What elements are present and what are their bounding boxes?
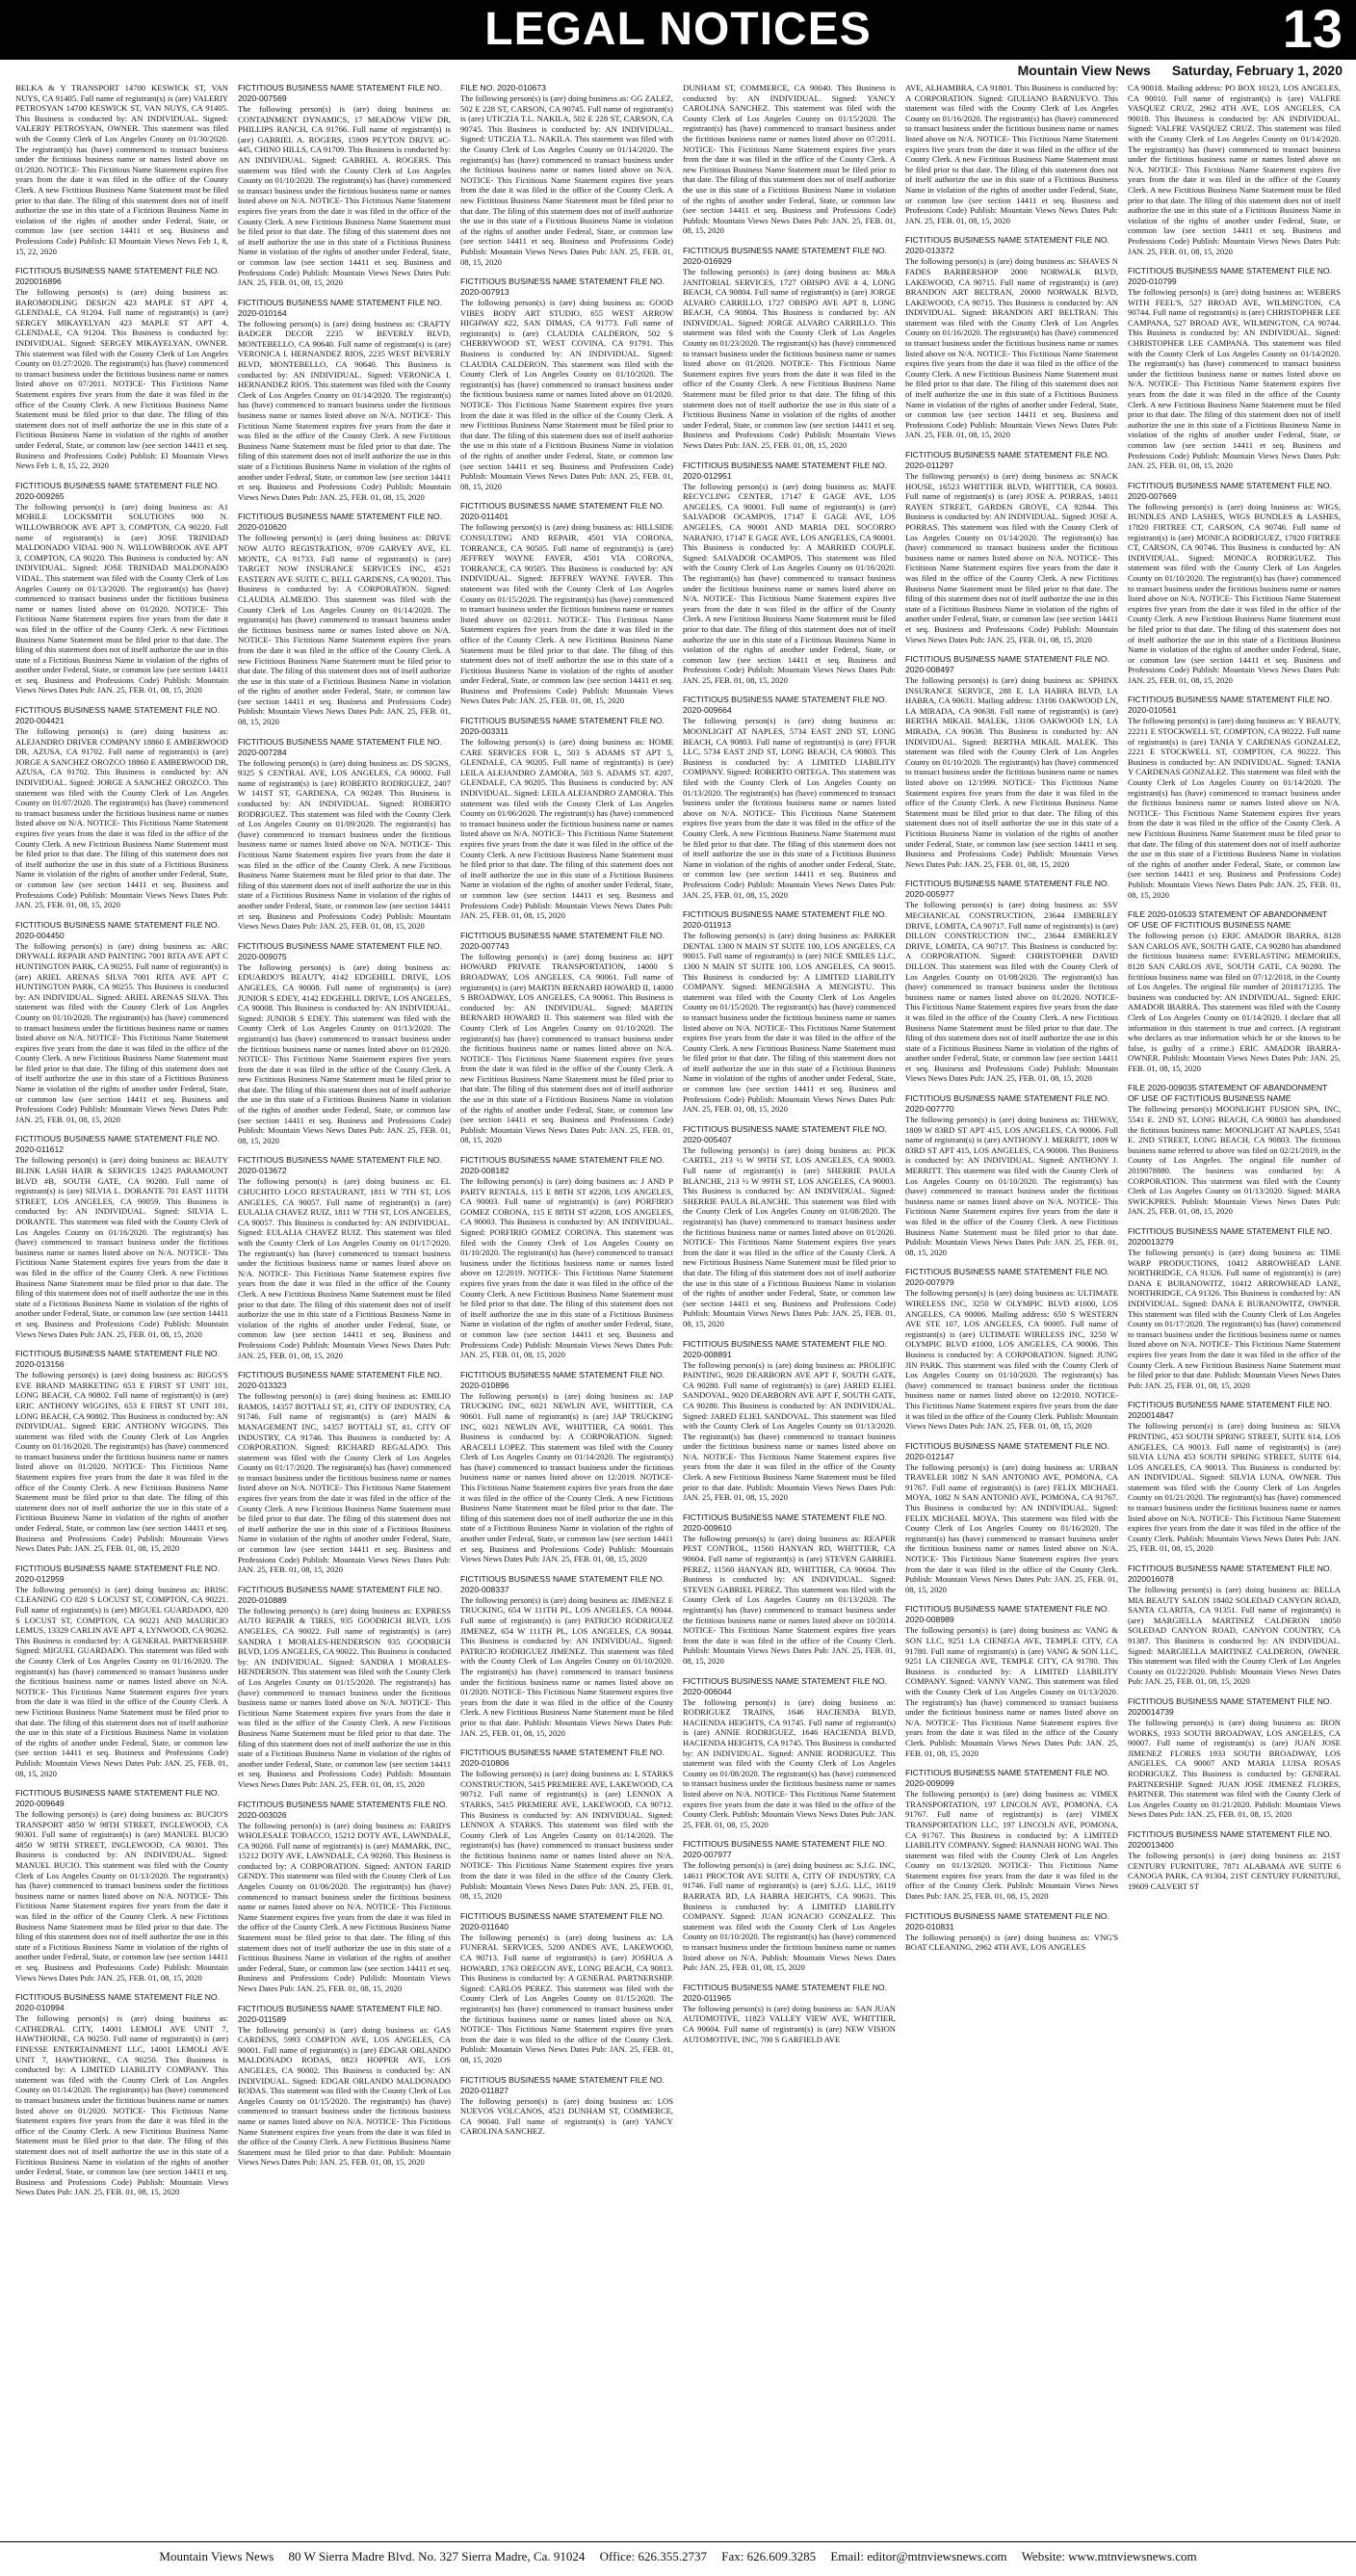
legal-notice: [238, 941, 451, 1146]
legal-notice: [905, 1093, 1118, 1257]
notice-heading: FICTITIOUS BUSINESS NAME STATEMENT FILE NO. 2020-008891: [683, 1338, 888, 1359]
column-5: [905, 83, 1118, 2532]
notice-body: The following person(s) is (are) doing business as: WIGS, BUNDLES AND LASHES, WIGS BUNDLES & LASHES, 17820 FIRTREE CT, CARSON, CA 90746. Full name of registrant(s) is (are) MONICA RODRIGUEZ, 17820 FIRTREE CT, CARSON, CA 90746. This Business is conducted by: AN INDIVIDUAL. Signed: MONICA RODRIGUEZ. This statement was filed with the County Clerk of Los Angeles County on 01/10/2020. The registrant(s) has (have) commenced to transact business under the fictitious business name or names listed above on N/A. NOTICE- This Fictitious Name Statement expires five years from the date it was filed in the office of the County Clerk. A new Fictitious Business Name Statement must be filed prior to that date. The filing of this statement does not of itself authorize the use in this state of a Fictitious Business Name in violation of the rights of another under Federal, State, or common law (see section 14411 et seq. Business and Professions Code) Publish: Mountain Views News Dates Pub: JAN. 25, FEB. 01, 08, 15, 2020: [1128, 501, 1341, 685]
legal-notice: [15, 266, 228, 471]
legal-notice: [238, 1800, 451, 1994]
legal-notice: [460, 1574, 673, 1738]
notice-heading: FICTITIOUS BUSINESS NAME STATEMENT FILE NO. 2020-009099: [905, 1768, 1110, 1789]
page-footer: [0, 2541, 1356, 2571]
legal-notice: [683, 1339, 896, 1503]
notice-body: The following person(s) is (are) doing business as: EXPRESS AUTO REPAIR & TIRES, 935 GOODRICH BLVD, LOS ANGELES, CA 90022. Full name of registrant(s) is (are) SANDRA I MORALES-HENDERSON 935 GOODRICH BLVD, LOS ANGELES, CA 90022. This Business is conducted by: AN INDIVIDUAL. Signed: SANDRA I MORALES-HENDERSON. This statement was filed with the County Clerk of Los Angeles County on 01/15/2020. The registrant(s) has (have) commenced to transact business under the fictitious business name or names listed above on N/A. NOTICE- This Fictitious Name Statement expires five years from the date it was filed in the office of the County Clerk. A new Fictitious Business Name Statement must be filed prior to that date. The filing of this statement does not of itself authorize the use in this state of a Fictitious Business Name in violation of the rights of another under Federal, State, or common law (see section 14411 et seq. Business and Professions Code) Publish: Mountain Views News Dates Pub: JAN. 25, FEB. 01, 08, 15, 2020: [238, 1605, 451, 1789]
legal-notice: [238, 512, 451, 726]
legal-notice: [15, 1564, 228, 1778]
notice-body: The following person(s) is (are) doing business as: REAPER PEST CONTROL, 11560 HANYAN RD, WHITTIER, CA 90604. Full name of registrant(s) is (are) STEVEN GABRIEL PEREZ, 11560 HANYAN RD, WHITTIER, CA 90604. This Business is conducted by: AN INDIVIDUAL. Signed: STEVEN GABRIEL PEREZ. This statement was filed with the County Clerk of Los Angeles County on 01/13/2020. The registrant(s) has (have) commenced to transact business under the fictitious business name or names listed above on 10/2014. NOTICE- This Fictitious Name Statement expires five years from the date it was filed in the office of the County Clerk. Publish: Mountain Views News Dates Pub: JAN. 25, FEB. 01, 08, 15, 2020: [683, 1533, 896, 1666]
notice-body: The following person(s) is (are) doing business as: MAFE RECYCLING CENTER, 17147 E GAGE AVE, LOS ANGELES, CA 90001. Full name of registrant(s) is (are) SALVADOR OCAMPOS, 17147 E GAGE AVE, LOS ANGELES, CA 90001 AND MARIA DEL SOCORRO NARANJO, 17147 E GAGE AVE, LOS ANGELES, CA 90001. This Business is conducted by: A MARRIED COUPLE. Signed: SALVADOR OCAMPOS. This statement was filed with the County Clerk of Los Angeles County on 01/16/2020. The registrant(s) has (have) commenced to transact business under the fictitious business name or names listed above on N/A. NOTICE- This Fictitious Name Statement expires five years from the date it was filed in the office of the County Clerk. A new Fictitious Business Name Statement must be filed prior to that date. The filing of this statement does not of itself authorize the use in this state of a Fictitious Business Name in violation of the rights of another under Federal, State, or common law (see section 14411 et seq. Business and Professions Code) Publish: Mountain Views News Dates Pub: JAN. 25, FEB. 01, 08, 15, 2020: [683, 481, 896, 685]
notice-body: The following person(s) is (are) doing business as: JIMENEZ E TRUCKING, 654 W 111TH PL, LOS ANGELES, CA 90044. Full name of registrant(s) is (are) PATRICIO RODRIGUEZ JIMENEZ, 654 W 111TH PL, LOS ANGELES, CA 90044. This Business is conducted by: AN INDIVIDUAL. Signed: PATRICIO RODRIGUEZ JIMENEZ. This statement was filed with the County Clerk of Los Angeles County on 01/10/2020. The registrant(s) has (have) commenced to transact business under the fictitious business name or names listed above on 01/2020. NOTICE- This Fictitious Name Statement expires five years from the date it was filed in the office of the County Clerk. A new Fictitious Business Name Statement must be filed prior to that date. Publish: Mountain Views News Dates Pub: JAN. 25, FEB. 01, 08, 15, 2020: [460, 1594, 673, 1738]
notice-body: The following person(s) is (are) doing business as: SHAVES N FADES BARBERSHOP 2000 NORWALK BLVD, LAKEWOOD, CA 90715. Full name of registrant(s) is (are) BRANDON ART BELTRAN, 20000 NORWALK BLVD, LAKEWOOD, CA 90715. This Business is conducted by: AN INDIVIDUAL. Signed: BRANDON ART BELTRAN. This statement was filed with the County Clerk of Los Angeles County on 01/16/2020. The registrant(s) has (have) commenced to transact business under the fictitious business name or names listed above on N/A. NOTICE- This Fictitious Name Statement expires five years from the date it was filed in the office of the County Clerk. A new Fictitious Business Name Statement must be filed prior to that date. The filing of this statement does not of itself authorize the use in this state of a Fictitious Business Name in violation of the rights of another under Federal, State, or common law (see section 14411 et seq. Business and Professions Code) Publish: Mountain Views News Dates Pub: JAN. 25, FEB. 01, 08, 15, 2020: [905, 256, 1118, 440]
masthead: [0, 0, 1356, 60]
notice-body: The following person(s) is (are) doing business as: LA FUNERAL SERVICES, 5200 ANDES AVE, LAKEWOOD, CA 90713. Full name of registrant(s) is (are) JOSHUA A HOWARD, 1763 OREGON AVE, LONG BEACH, CA 90813. This Business is conducted by: A GENERAL PARTNERSHIP. Signed: CARLOS PEREZ. This statement was filed with the County Clerk of Los Angeles County on 01/15/2020. The registrant(s) has (have) commenced to transact business under the fictitious business name or names listed above on N/A. NOTICE- This Fictitious Name Statement expires five years from the date it was filed in the office of the County Clerk. Publish: Mountain Views News Dates Pub: JAN. 25, FEB. 01, 08, 15, 2020: [460, 1932, 673, 2064]
legal-notice: [1128, 1083, 1341, 1217]
notice-body: The following person(s) is (are) doing business as: VNG'S BOAT CLEANING, 2962 4TH AVE, LOS ANGELES: [905, 1932, 1118, 1953]
legal-notice: [683, 1839, 896, 1973]
notice-body: The following person(s) is (are) doing business as: M&A JANITORIAL SERVICES, 1727 OBISPO AVE # 4, LONG BEACH, CA 90804. Full name of registrant(s) is (are) JORGE ALVARO CARRILLO, 1727 OBISPO AVE APT 8, LONG BEACH, CA 90804. This Business is conducted by: AN INDIVIDUAL. Signed: JORGE ALVARO CARRILLO. This statement was filed with the County Clerk of Los Angeles County on 01/23/2020. The registrant(s) has (have) commenced to transact business under the fictitious business name or names listed above on 01/2020. NOTICE- This Fictitious Name Statement expires five years from the date it was filed in the office of the County Clerk. A new Fictitious Business Name Statement must be filed prior to that date. The filing of this statement does not of itself authorize the use in this state of a Fictitious Business Name in violation of the rights of another under Federal, State, or common law (see section 14411 et seq. Business and Professions Code) Publish: Mountain Views News Dates Pub: JAN. 25, FEB. 01, 08, 15, 2020: [683, 266, 896, 450]
notice-heading: FICTITIOUS BUSINESS NAME STATEMENT FILE NO. 2020-010896: [460, 1369, 665, 1390]
notice-columns: [15, 83, 1341, 2532]
legal-notice: [15, 1349, 228, 1554]
notice-body: The following person(s) is (are) doing business as: EDUARDO'S BEAUTY, 4142 EDGEHILL DRIVE, LOS ANGELES, CA 90008. Full name of registrant(s) is (are) JUNIOR S EDEY, 4142 EDGEHILL DRIVE, LOS ANGELES, CA 90008. This Business is conducted by: AN INDIVIDUAL. Signed: JUNIOR S EDEY. This statement was filed with the County Clerk of Los Angeles County on 01/13/2020. The registrant(s) has (have) commenced to transact business under the fictitious business name or names listed above on 01/2020. NOTICE- This Fictitious Name Statement expires five years from the date it was filed in the office of the County Clerk. A new Fictitious Business Name Statement must be filed prior to that date. The filing of this statement does not of itself authorize the use in this state of a Fictitious Business Name in violation of the rights of another under Federal, State, or common law (see section 14411 et seq. Business and Professions Code) Publish: Mountain Views News Dates Pub: JAN. 25, FEB. 01, 08, 15, 2020: [238, 961, 451, 1145]
notice-heading: FICTITIOUS BUSINESS NAME STATEMENT FILE NO. 2020-011297: [905, 450, 1110, 470]
legal-notice: [905, 879, 1118, 1084]
column-2: [238, 83, 451, 2532]
column-3: [460, 83, 673, 2532]
notice-body: The following person(s) is (are) doing business as: PARKER DENTAL 1300 N MAIN ST SUITE 100, LOS ANGELES, CA 90015. Full name of registrant(s) is (are) NICE SMILES LLC, 1300 N MAIN ST SUITE 100, LOS ANGELES, CA 90015. This Business is conducted by: A LIMITED LIABILITY COMPANY. Signed: MENGESHA A MENGISTU. This statement was filed with the County Clerk of Los Angeles County on 01/15/2020. The registrant(s) has (have) commenced to transact business under the fictitious business name or names listed above on N/A. NOTICE- This Fictitious Name Statement expires five years from the date it was filed in the office of the County Clerk. A new Fictitious Business Name Statement must be filed prior to that date. The filing of this statement does not of itself authorize the use in this state of a Fictitious Business Name in violation of the rights of another under Federal, State, or common law (see section 14411 et seq. Business and Professions Code) Publish: Mountain Views News Dates Pub: JAN. 25, FEB. 01, 08, 15, 2020: [683, 931, 896, 1115]
notice-heading: FICTITIOUS BUSINESS NAME STATEMENT FILE NO. 2020-005407: [683, 1123, 888, 1144]
notice-heading: FILE 2020-010533 STATEMENT OF ABANDONMENT OF USE OF FICTITIOUS BUSINESS NAME: [1128, 909, 1328, 931]
page-number: 13: [1282, 0, 1343, 59]
legal-notice: [1128, 266, 1341, 471]
legal-notice: [683, 83, 896, 236]
legal-notice: [15, 1992, 228, 2197]
legal-notice: [15, 1134, 228, 1339]
legal-notice: [238, 298, 451, 503]
notice-body: The following person(s) is (are) doing business as: BUCIO'S TRANSPORT 4850 W 98TH STREET, INGLEWOOD, CA 90301. Full name of registrant(s) is (are) MANUEL BUCIO 4850 W 98TH STREET, INGLEWOOD, CA 90301. This Business is conducted by: AN INDIVIDUAL. Signed: MANUEL BUCIO. This statement was filed with the County Clerk of Los Angeles County on 01/13/2020. The registrant(s) has (have) commenced to transact business under the fictitious business name or names listed above on N/A. NOTICE- This Fictitious Name Statement expires five years from the date it was filed in the office of the County Clerk. A new Fictitious Business Name Statement must be filed prior to that date. The filing of this statement does not of itself authorize the use in this state of a Fictitious Business Name in violation of the rights of another under Federal, State, or common law (see section 14411 et seq. Business and Professions Code) Publish: Mountain Views News Dates Pub: JAN. 25, FEB. 01, 08, 15, 2020: [15, 1809, 228, 1983]
legal-notice: [238, 1155, 451, 1360]
notice-body: The following person(s) is (are) doing business as: J AND P PARTY RENTALS, 115 E 88TH ST #2208, LOS ANGELES, CA 90003. Full name of registrant(s) is (are) PORFIRIO GOMEZ CORONA, 115 E 88TH ST #2208, LOS ANGELES, CA 90003. This Business is conducted by: AN INDIVIDUAL. Signed: PORFIRIO GOMEZ CORONA. This statement was filed with the County Clerk of Los Angeles County on 01/10/2020. The registrant(s) has (have) commenced to transact business under the fictitious business name or names listed above on 12/2019. NOTICE- This Fictitious Name Statement expires five years from the date it was filed in the office of the County Clerk. A new Fictitious Business Name Statement must be filed prior to that date. The filing of this statement does not of itself authorize the use in this state of a Fictitious Business Name in violation of the rights of another under Federal, State, or common law (see section 14411 et seq. Business and Professions Code) Publish: Mountain Views News Dates Pub: JAN. 25, FEB. 01, 08, 15, 2020: [460, 1176, 673, 1360]
notice-heading: FICTITIOUS BUSINESS NAME STATEMENT FILE NO. 2020-013323: [238, 1370, 443, 1391]
notice-heading: FICTITIOUS BUSINESS NAME STATEMENT FILE NO. 2020-008182: [460, 1155, 665, 1176]
notice-body: The following person(s) is (are) doing business as: VANG & SON LLC, 9251 LA CIENEGA AVE, TEMPLE CITY, CA 91780. Full name of registrant(s) is (are) VANG & SON LLC, 9251 LA CIENEGA AVE, TEMPLE CITY, CA 91780. This Business is conducted by: A LIMITED LIABILITY COMPANY. Signed: VANNY VANG. This statement was filed with the County Clerk of Los Angeles County on 01/13/2020. The registrant(s) has (have) commenced to transact business under the fictitious business name or names listed above on N/A. NOTICE- This Fictitious Name Statement expires five years from the date it was filed in the office of the County Clerk. Publish: Mountain Views News Dates Pub: JAN. 25, FEB. 01, 08, 15, 2020: [905, 1625, 1118, 1758]
footer-office-phone: Office: 626.355.2737: [599, 2549, 707, 2563]
notice-body: The following person(s) is (are) doing business as: GAS CARDENS, 5993 COMPTON AVE, LOS ANGELES, CA 90001. Full name of registrant(s) is (are) EDGAR ORLANDO MALDONADO RODAS, 8823 HOPPER AVE, LOS ANGELES, CA 90002. This Business is conducted by: AN INDIVIDUAL. Signed: EDGAR ORLANDO MALDONADO RODAS. This statement was filed with the County Clerk of Los Angeles County on 01/15/2020. The registrant(s) has (have) commenced to transact business under the fictitious business name or names listed above on N/A. NOTICE- This Fictitious Name Statement expires five years from the date it was filed in the office of the County Clerk. A new Fictitious Business Name Statement must be filed prior to that date. Publish: Mountain Views News Dates Pub: JAN. 25, FEB. 01, 08, 15, 2020: [238, 2024, 451, 2168]
legal-notice: [15, 1788, 228, 1983]
legal-notice: [460, 1155, 673, 1360]
legal-notice: [1128, 1226, 1341, 1390]
notice-heading: FICTITIOUS BUSINESS NAME STATEMENT FILE NO. 2020-010889: [238, 1584, 443, 1605]
notice-body: The following person(s) is (are) doing business as: BRISC CLEANING CO 820 S LOCUST ST, COMPTON, CA 90221. Full name of registrant(s) is (are) MIGUEL GUARDADO, 820 S LOCUST ST, COMPTON, CA 90221 AND MAURICIO LEMUS, 13329 CARLIN AVE APT 4, LYNWOOD, CA 90262. This Business is conducted by: A GENERAL PARTNERSHIP. Signed: MIGUEL GUARDADO. This statement was filed with the County Clerk of Los Angeles County on 01/16/2020. The registrant(s) has (have) commenced to transact business under the fictitious business name or names listed above on N/A. NOTICE- This Fictitious Name Statement expires five years from the date it was filed in the office of the County Clerk. A new Fictitious Business Name Statement must be filed prior to that date. The filing of this statement does not of itself authorize the use in this state of a Fictitious Business Name in violation of the rights of another under Federal, State, or common law (see section 14411 et seq. Business and Professions Code) Publish: Mountain Views News Dates Pub: JAN. 25, FEB. 01, 08, 15, 2020: [15, 1584, 228, 1778]
notice-body: The following person(s) is (are) doing business as: BIGGS'S EVE BRAND MARKETING 653 E FIRST ST UNIT 101, LONG BEACH, CA 90802. Full name of registrant(s) is (are) ERIC ANTHONY WIGGINS, 653 E FIRST ST UNIT 101, LONG BEACH, CA 90802. This Business is conducted by: AN INDIVIDUAL. Signed: ERIC ANTHONY WIGGINS. This statement was filed with the County Clerk of Los Angeles County on 01/16/2020. The registrant(s) has (have) commenced to transact business under the fictitious business name or names listed above on 01/2020. NOTICE- This Fictitious Name Statement expires five years from the date it was filed in the office of the County Clerk. A new Fictitious Business Name Statement must be filed prior to that date. The filing of this statement does not of itself authorize the use in this state of a Fictitious Business Name in violation of the rights of another under Federal, State, or common law (see section 14411 et seq. Business and Professions Code) Publish: Mountain Views News Dates Pub: JAN. 25, FEB. 01, 08, 15, 2020: [15, 1370, 228, 1554]
notice-body: The following person(s) is (are) doing business as: FARID'S WHOLESALE TOBACCO, 15212 DOTY AVE, LAWNDALE, CA 90260. Full name of registrant(s) is (are) MAMARK, INC, 15212 DOTY AVE, LAWNDALE, CA 90260. This Business is conducted by: A CORPORATION. Signed: ANTON FARID GENDY. This statement was filed with the County Clerk of Los Angeles County on 01/06/2020. The registrant(s) has (have) commenced to transact business under the fictitious business name or names listed above on N/A. NOTICE- This Fictitious Name Statement expires five years from the date it was filed in the office of the County Clerk. A new Fictitious Business Name Statement must be filed prior to that date. The filing of this statement does not of itself authorize the use in this state of a Fictitious Business Name in violation of the rights of another under Federal, State, or common law (see section 14411 et seq. Business and Professions Code) Publish: Mountain Views News Dates Pub: JAN. 25, FEB. 01, 08, 15, 2020: [238, 1820, 451, 1993]
legal-notice: [905, 83, 1118, 225]
legal-notice: [1128, 909, 1341, 1073]
notice-body: The following person(s) is (are) doing business as: CONTAINMENT DYNAMICS, 17 MEADOW VIEW DR, PHILLIPS RANCH, CA 91766. Full name of registrant(s) is (are) GABRIEL A. ROGERS, 15909 PEYTON DRIVE #C-445, CHINO HILLS, CA 91709. This Business is conducted by: AN INDIVIDUAL. Signed: GABRIEL A. ROGERS. This statement was filed with the County Clerk of Los Angeles County on 01/10/2020. The registrant(s) has (have) commenced to transact business under the fictitious business name or names listed above on N/A. NOTICE- This Fictitious Name Statement expires five years from the date it was filed in the office of the County Clerk. A new Fictitious Business Name Statement must be filed prior to that date. The filing of this statement does not of itself authorize the use in this state of a Fictitious Business Name in violation of the rights of another under Federal, State, or common law (see section 14411 et seq. Business and Professions Code) Publish: Mountain Views News Dates Pub: JAN. 25, FEB. 01, 08, 15, 2020: [238, 104, 451, 288]
notice-body: The following person(s) is (are) doing business as: TIME WARP PRODUCTIONS, 10412 ARROWHEAD LANE NORTHRIDGE, CA 91326. Full name of registrant(s) is (are) DANA E BURANOWITZ, 10412 ARROWHEAD LANE, NORTHRIDGE, CA 91326. This Business is conducted by: AN INDIVIDUAL. Signed: DANA E BURANOWITZ, OWNER. This statement was filed with the County Clerk of Los Angeles County on 01/17/2020. The registrant(s) has (have) commenced to transact business under the fictitious business name or names listed above on N/A. NOTICE- This Fictitious Name Statement expires five years from the date it was filed in the office of the County Clerk. A new Fictitious Business Name Statement must be filed prior to that date. Publish: Mountain Views News Dates Pub: JAN. 25, FEB. 01, 08, 15, 2020: [1128, 1248, 1341, 1390]
notice-heading: FICTITIOUS BUSINESS NAME STATEMENT FILE NO. 2020-007979: [905, 1267, 1110, 1288]
notice-heading: FICTITIOUS BUSINESS NAME STATEMENT FILE NO. 2020-008989: [905, 1604, 1110, 1625]
notice-heading: FICTITIOUS BUSINESS NAME STATEMENT FILE NO. 2020-007569: [238, 83, 443, 103]
notice-body: The following person(s) is (are) doing business as: WEBERS WITH FEEL'S, 527 BROAD AVE, WILMINGTON, CA 90744. Full name of registrant(s) is (are) CHRISTOPHER LEE CAMPANA, 527 BROAD AVE, WILMINGTON, CA 90744. This Business is conducted by: AN INDIVIDUAL. Signed: CHRISTOPHER LEE CAMPANA. This statement was filed with the County Clerk of Los Angeles County on 01/14/2020. The registrant(s) has (have) commenced to transact business under the fictitious business name or names listed above on N/A. NOTICE- This Fictitious Name Statement expires five years from the date it was filed in the office of the County Clerk. A new Fictitious Business Name Statement must be filed prior to that date. The filing of this statement does not of itself authorize the use in this state of a Fictitious Business Name in violation of the rights of another under Federal, State, or common law (see section 14411 et seq. Business and Professions Code) Publish: Mountain Views News Dates Pub: JAN. 25, FEB. 01, 08, 15, 2020: [1128, 287, 1341, 471]
notice-heading: FICTITIOUS BUSINESS NAME STATEMENT FILE NO. 2020016078: [1128, 1564, 1333, 1585]
legal-notice: [460, 1370, 673, 1564]
legal-notice: [683, 1983, 896, 2044]
notice-body: AVE, ALHAMBRA, CA 91801. This Business is conducted by: A CORPORATION. Signed: GIULIANO BARNUEVO. This statement was filed with the County Clerk of Los Angeles County on 01/16/2020. The registrant(s) has (have) commenced to transact business under the fictitious business name or names listed above on N/A. NOTICE- This Fictitious Name Statement expires five years from the date it was filed in the office of the County Clerk. A new Fictitious Business Name Statement must be filed prior to that date. The filing of this statement does not of itself authorize the use in this state of a Fictitious Business Name in violation of the rights of another under Federal, State, or common law (see section 14411 et seq. Business and Professions Code) Publish: Mountain Views News Dates Pub: JAN. 25, FEB. 01, 08, 15, 2020: [905, 83, 1118, 225]
legal-notice: [905, 1768, 1118, 1902]
notice-body: The following person(s) is (are) doing business as: CATHEDRAL CITY, 14001 LEMOLI AVE UNIT 7, HAWTHORNE, CA 90250. Full name of registrant(s) is (are) FINESSE ENTERTAINMENT LLC, 14001 LEMOLI AVE UNIT 7, HAWTHORNE, CA 90250. This Business is conducted by: A LIMITED LIABILITY COMPANY. This statement was filed with the County Clerk of Los Angeles County on 01/14/2020. The registrant(s) has (have) commenced to transact business under the fictitious business name or names listed above on 01/2020. NOTICE- This Fictitious Name Statement expires five years from the date it was filed in the office of the County Clerk. A new Fictitious Business Name Statement must be filed prior to that date. The filing of this statement does not of itself authorize the use in this state of a Fictitious Business Name in violation of the rights of another under Federal, State, or common law (see section 14411 et seq. Business and Professions Code) Publish: Mountain Views News Dates Pub: JAN. 25, FEB. 01, 08, 15, 2020: [15, 2013, 228, 2197]
legal-notice: [238, 737, 451, 932]
notice-body: The following person(s) is (are) doing business as: URBAN TRAVELER 1082 N SAN ANTONIO AVE, POMONA, CA 91767. Full name of registrant(s) is (are) FELIX MICHAEL MOYA, 1082 N SAN ANTONIO AVE, POMONA, CA 91767. This Business is conducted by: AN INDIVIDUAL. Signed: FELIX MICHAEL MOYA. This statement was filed with the County Clerk of Los Angeles County on 01/16/2020. The registrant(s) has (have) commenced to transact business under the fictitious business name or names listed above on N/A. NOTICE- This Fictitious Name Statement expires five years from the date it was filed in the office of the County Clerk. Publish: Mountain Views News Dates Pub: JAN. 25, FEB. 01, 08, 15, 2020: [905, 1461, 1118, 1594]
notice-heading: FICTITIOUS BUSINESS NAME STATEMENT FILE NO. 2020-007977: [683, 1839, 888, 1860]
notice-body: The following person(s) is (are) doing business as: BELLA MIA BEAUTY SALON 18402 SOLEDAD CANYON ROAD, SANTA CLARITA, CA 91351. Full name of registrant(s) is (are) MARGIELLA MARTINEZ CALDERON 18050 SOLEDAD CANYON ROAD, CANYON COUNTRY, CA 91387. This Business is conducted by: AN INDIVIDUAL. Signed: MARGIELLA MARTINEZ CALDERON, OWNER. This statement was filed with the County Clerk of Los Angeles County on 01/22/2020. Publish: Mountain Views News Dates Pub: JAN. 25, FEB. 01, 08, 15, 2020: [1128, 1585, 1341, 1687]
notice-heading: FICTITIOUS BUSINESS NAME STATEMENT FILE NO. 2020-004421: [15, 705, 221, 726]
notice-heading: FICTITIOUS BUSINESS NAME STATEMENT FILE NO. 2020-010806: [460, 1748, 665, 1769]
notice-body: The following person(s) is (are) doing business as: A1 MOBILE LOCKSMITH SOLUTIONS 900 N. WILLOWBROOK AVE APT 3, COMPTON, CA 90220. Full name of registrant(s) is (are) JOSE TRINIDAD MALDONADO VIDAL 900 N. WILLOWBROOK AVE APT 3, COMPTON, CA 90220. This Business is conducted by: AN INDIVIDUAL. Signed: JOSE TRINIDAD MALDONADO VIDAL. This statement was filed with the County Clerk of Los Angeles County on 01/13/2020. The registrant(s) has (have) commenced to transact business under the fictitious business name or names listed above on 01/2020. NOTICE- This Fictitious Name Statement expires five years from the date it was filed in the office of the County Clerk. A new Fictitious Business Name Statement must be filed prior to that date. The filing of this statement does not of itself authorize the use in this state of a Fictitious Business Name in violation of the rights of another under Federal, State, or common law (see section 14411 et seq. Business and Professions Code) Publish: Mountain Views News Dates Pub: JAN. 25, FEB. 01, 08, 15, 2020: [15, 501, 228, 696]
legal-notice: [905, 1604, 1118, 1758]
legal-notice: [460, 501, 673, 706]
notice-heading: FICTITIOUS BUSINESS NAME STATEMENT FILE NO. 2020-009075: [238, 940, 443, 961]
legal-notice: [905, 1267, 1118, 1431]
notice-heading: FICTITIOUS BUSINESS NAME STATEMENT FILE NO. 2020014847: [1128, 1400, 1333, 1421]
notice-body: The following person(s) is (are) doing business as: SSV MECHANICAL CONSTRUCTION, 23644 EMBERLEY DRIVE, LOMITA, CA 90717. Full name of registrant(s) is (are) DILLON CONSTRUCTION INC., 23644 EMBERLEY DRIVE, LOMITA, CA 90717. This Business is conducted by: A CORPORATION. Signed: CHRISTOPHER DAVID DILLON. This statement was filed with the County Clerk of Los Angeles County on 01/08/2020. The registrant(s) has (have) commenced to transact business under the fictitious business name or names listed above on 01/2020. NOTICE- This Fictitious Name Statement expires five years from the date it was filed in the office of the County Clerk. A new Fictitious Business Name Statement must be filed prior to that date. The filing of this statement does not of itself authorize the use in this state of a Fictitious Business Name in violation of the rights of another under Federal, State, or common law (see section 14411 et seq. Business and Professions Code) Publish: Mountain Views News Dates Pub: JAN. 25, FEB. 01, 08, 15, 2020: [905, 900, 1118, 1084]
legal-notice: [1128, 1696, 1341, 1820]
footer-address: 80 W Sierra Madre Blvd. No. 327 Sierra Madre, Ca. 91024: [288, 2549, 586, 2563]
notice-heading: FICTITIOUS BUSINESS NAME STATEMENT FILE NO. 2020-006044: [683, 1675, 888, 1696]
legal-notice: [1128, 83, 1341, 256]
notice-body: The following person(s) is (are) doing business as: SPHINX INSURANCE SERVICE, 288 E. LA HABRA BLVD, LA HABRA, CA 90631. Mailing address: 13106 OAKWOOD LN, LA MIRADA, CA 90638. Full name of registrant(s) is (are) BERTHA MIKAIL MALEK, 13106 OAKWOOD LN, LA MIRADA, CA 90638. This Business is conducted by: AN INDIVIDUAL. Signed: BERTHA MIKAIL MALEK. This statement was filed with the County Clerk of Los Angeles County on 01/10/2020. The registrant(s) has (have) commenced to transact business under the fictitious business name or names listed above on 12/1999. NOTICE- This Fictitious Name Statement expires five years from the date it was filed in the office of the County Clerk. A new Fictitious Business Name Statement must be filed prior to that date. The filing of this statement does not of itself authorize the use in this state of a Fictitious Business Name in violation of the rights of another under Federal, State, or common law (see section 14411 et seq. Business and Professions Code) Publish: Mountain Views News Dates Pub: JAN. 25, FEB. 01, 08, 15, 2020: [905, 675, 1118, 869]
legal-notice: [683, 460, 896, 686]
notice-body: The following person(s) is (are) doing business as: ULTIMATE WIRELESS INC, 3250 W OLYMPIC BLVD #1000, LOS ANGELES, CA 90006. Mailing address: 650 S WESTERN AVE STE 107, LOS ANGELES, CA 90005. Full name of registrant(s) is (are) ULTIMATE WIRELESS INC, 3250 W OLYMPIC BLVD #1000, LOS ANGELES, CA 90006. This Business is conducted by: A CORPORATION. Signed: JUNG JIN PARK. This statement was filed with the County Clerk of Los Angeles County on 01/10/2020. The registrant(s) has (have) commenced to transact business under the fictitious business name or names listed above on 12/2010. NOTICE- This Fictitious Name Statement expires five years from the date it was filed in the office of the County Clerk. Publish: Mountain Views News Dates Pub: JAN. 25, FEB. 01, 08, 15, 2020: [905, 1288, 1118, 1432]
notice-body: The following person(s) is (are) doing business as: ARC DRYWALL REPAIR AND PAINTING 7001 RITA AVE APT C HUNTINGTON PARK, CA 90255. Full name of registrant(s) is (are) ARIEL ARENAS SILVA 7001 RITA AVE APT C HUNTINGTON PARK, CA 90255. This Business is conducted by: AN INDIVIDUAL. Signed: ARIEL ARENAS SILVA. This statement was filed with the County Clerk of Los Angeles County on 01/10/2020. The registrant(s) has (have) commenced to transact business under the fictitious business name or names listed above on N/A. NOTICE- This Fictitious Name Statement expires five years from the date it was filed in the office of the County Clerk. A new Fictitious Business Name Statement must be filed prior to that date. The filing of this statement does not of itself authorize the use in this state of a Fictitious Business Name in violation of the rights of another under Federal, State, or common law (see section 14411 et seq. Business and Professions Code) Publish: Mountain Views News Dates Pub: JAN. 25, FEB. 01, 08, 15, 2020: [15, 940, 228, 1124]
notice-body: The following person(s) is (are) doing business as: L STARKS CONSTRUCTION, 5415 PREMIERE AVE, LAKEWOOD, CA 90712. Full name of registrant(s) is (are) LENNOX A STARKS, 5415 PREMIERE AVE, LAKEWOOD, CA 90712. This Business is conducted by: AN INDIVIDUAL. Signed: LENNOX A STARKS. This statement was filed with the County Clerk of Los Angeles County on 01/14/2020. The registrant(s) has (have) commenced to transact business under the fictitious business name or names listed above on N/A. NOTICE- This Fictitious Name Statement expires five years from the date it was filed in the office of the County Clerk. Publish: Mountain Views News Dates Pub: JAN. 25, FEB. 01, 08, 15, 2020: [460, 1769, 673, 1902]
footer-website[interactable]: Website: www.mtnviewsnews.com: [1021, 2549, 1197, 2563]
legal-notice: [460, 83, 673, 267]
legal-notice: [238, 1370, 451, 1575]
notice-heading: FICTITIOUS BUSINESS NAME STATEMENT FILE NO. 2020-011401: [460, 501, 665, 522]
notice-body: The following person(s) is (are) doing business as: RODRIGUEZ TRAINS, 1646 HACIENDA BLVD, HACIENDA HEIGHTS, CA 91745. Full name of registrant(s) is (are) ANNIE RODRIGUEZ, 1646 HACIENDA BLVD, HACIENDA HEIGHTS, CA 91745. This Business is conducted by: AN INDIVIDUAL. Signed: ANNIE RODRIGUEZ. This statement was filed with the County Clerk of Los Angeles County on 01/08/2020. The registrant(s) has (have) commenced to transact business under the fictitious business name or names listed above on N/A. NOTICE- This Fictitious Name Statement expires five years from the date it was filed in the office of the County Clerk. Publish: Mountain Views News Dates Pub: JAN. 25, FEB. 01, 08, 15, 2020: [683, 1696, 896, 1829]
notice-body: The following person(s) is (are) doing business as: HILLSIDE CONSULTING AND REPAIR, 4501 VIA CORONA, TORRANCE, CA 90505. Full name of registrant(s) is (are) JEFFREY WAYNE FAVER, 4501 VIA CORONA, TORRANCE, CA 90505. This Business is conducted by: AN INDIVIDUAL. Signed: JEFFREY WAYNE FAVER. This statement was filed with the County Clerk of Los Angeles County on 01/15/2020. The registrant(s) has (have) commenced to transact business under the fictitious business name or names listed above on 02/2011. NOTICE- This Fictitious Name Statement expires five years from the date it was filed in the office of the County Clerk. A new Fictitious Business Name Statement must be filed prior to that date. The filing of this statement does not of itself authorize the use in this state of a Fictitious Business Name in violation of the rights of another under Federal, State, or common law (see section 14411 et seq. Business and Professions Code) Publish: Mountain Views News Dates Pub: JAN. 25, FEB. 01, 08, 15, 2020: [460, 522, 673, 706]
legal-notice: [683, 909, 896, 1115]
legal-notice: [238, 2004, 451, 2168]
notice-body: The following person(s) is (are) doing business as: GG ZALEZ, 502 E 228 ST, CARSON, CA 90745. Full name of registrant(s) is (are) UTICZIA T.L. NAKILA, 502 E 228 ST, CARSON, CA 90745. This Business is conducted by: AN INDIVIDUAL. Signed: UTICZIA T.L. NAKILA. This statement was filed with the County Clerk of Los Angeles County on 01/14/2020. The registrant(s) has (have) commenced to transact business under the fictitious business name or names listed above on N/A. NOTICE- This Fictitious Name Statement expires five years from the date it was filed in the office of the County Clerk. A new Fictitious Business Name Statement must be filed prior to that date. The filing of this statement does not of itself authorize the use in this state of a Fictitious Business Name in violation of the rights of another under Federal, State, or common law (see section 14411 et seq. Business and Professions Code) Publish: Mountain Views News Dates Pub: JAN. 25, FEB. 01, 08, 15, 2020: [460, 93, 673, 267]
legal-notice: [683, 1512, 896, 1667]
section-title: LEGAL NOTICES: [484, 4, 872, 55]
issue-line: [1018, 60, 1343, 81]
legal-notice: [905, 450, 1118, 644]
legal-notice: [460, 2075, 673, 2137]
notice-heading: FICTITIOUS BUSINESS NAME STATEMENT FILE NO. 2020-010620: [238, 512, 443, 533]
column-4: [683, 83, 896, 2532]
notice-heading: FICTITIOUS BUSINESS NAME STATEMENT FILE NO. 2020-010994: [15, 1992, 221, 2013]
legal-notice: [15, 705, 228, 910]
notice-heading: FICTITIOUS BUSINESS NAME STATEMENT FILE NO. 2020-013156: [15, 1349, 221, 1370]
notice-heading: FICTITIOUS BUSINESS NAME STATEMENT FILE NO. 2020-009649: [15, 1788, 221, 1809]
legal-notice: [15, 83, 228, 256]
notice-heading: FICTITIOUS BUSINESS NAME STATEMENT FILE NO. 2020-008337: [460, 1573, 665, 1594]
legal-notice: [905, 1441, 1118, 1595]
notice-heading: FICTITIOUS BUSINESS NAME STATEMENT FILE NO. 2020-004450: [15, 919, 221, 940]
legal-notice: [238, 1585, 451, 1790]
notice-heading: FICTITIOUS BUSINESS NAME STATEMENT FILE NO. 2020-010164: [238, 297, 443, 318]
notice-body: DUNHAM ST, COMMERCE, CA 90040. This Business is conducted by: AN INDIVIDUAL. Signed: YANCY CAROLINA SANCHEZ. This statement was filed with the County Clerk of Los Angeles County on 01/15/2020. The registrant(s) has (have) commenced to transact business under the fictitious business name or names listed above on 07/2011. NOTICE- This Fictitious Name Statement expires five years from the date it was filed in the office of the County Clerk. A new Fictitious Business Name Statement must be filed prior to that date. The filing of this statement does not of itself authorize the use in this state of a Fictitious Business Name in violation of the rights of another under Federal, State, or common law (see section 14411 et seq. Business and Professions Code) Publish: Mountain Views News Dates Pub: JAN. 25, FEB. 01, 08, 15, 2020: [683, 83, 896, 236]
issue-date: Saturday, February 1, 2020: [1171, 63, 1343, 78]
legal-notice: [683, 246, 896, 451]
notice-heading: FICTITIOUS BUSINESS NAME STATEMENT FILE NO. 2020-013372: [905, 235, 1110, 256]
notice-heading: FICTITIOUS BUSINESS NAME STATEMENT FILE NO. 2020-011827: [460, 2074, 665, 2095]
legal-notice: [1128, 481, 1341, 686]
notice-body: The following person(s) is (are) doing business as: JAP TRUCKING INC, 6021 NEWLIN AVE, WHITTIER, CA 90601. Full name of registrant(s) is (are) JAP TRUCKING INC, 6021 NEWLIN AVE, WHITTIER, CA 90601. This Business is conducted by: A CORPORATION. Signed: ARACELI LOPEZ. This statement was filed with the County Clerk of Los Angeles County on 01/14/2020. The registrant(s) has (have) commenced to transact business under the fictitious business name or names listed above on 12/2019. NOTICE- This Fictitious Name Statement expires five years from the date it was filed in the office of the County Clerk. A new Fictitious Business Name Statement must be filed prior to that date. The filing of this statement does not of itself authorize the use in this state of a Fictitious Business Name in violation of the rights of another under Federal, State, or common law (see section 14411 et seq. Business and Professions Code) Publish: Mountain Views News Dates Pub: JAN. 25, FEB. 01, 08, 15, 2020: [460, 1390, 673, 1564]
notice-heading: FICTITIOUS BUSINESS NAME STATEMENT FILE NO. 2020013400: [1128, 1828, 1333, 1850]
notice-body: The following person(s) is (are) doing business as: VIMEX TRANSPORTATION, 197 LINCOLN AVE, POMONA, CA 91767. Full name of registrant(s) is (are) VIMEX TRANSPORTATION LLC, 197 LINCOLN AVE, POMONA, CA 91767. This Business is conducted by: A LIMITED LIABILITY COMPANY. Signed: HANNAH HONG WAI. This statement was filed with the County Clerk of Los Angeles County on 01/13/2020. NOTICE- This Fictitious Name Statement expires five years from the date it was filed in the office of the County Clerk. Publish: Mountain Views News Dates Pub: JAN. 25, FEB. 01, 08, 15, 2020: [905, 1789, 1118, 1902]
notice-body: The following person(s) is (are) doing business as: MOONLIGHT AT NAPLES, 5734 EAST 2ND ST, LONG BEACH, CA 90803. Full name of registrant(s) is (are) FFUR LLC, 5734 EAST 2ND ST, LONG BEACH, CA 90803. This Business is conducted by: A LIMITED LIABILITY COMPANY. Signed: ROBERTO ORTEGA. This statement was filed with the County Clerk of Los Angeles County on 01/13/2020. The registrant(s) has (have) commenced to transact business under the fictitious business name or names listed above on N/A. NOTICE- This Fictitious Name Statement expires five years from the date it was filed in the office of the County Clerk. A new Fictitious Business Name Statement must be filed prior to that date. The filing of this statement does not of itself authorize the use in this state of a Fictitious Business Name in violation of the rights of another under Federal, State, or common law (see section 14411 et seq. Business and Professions Code) Publish: Mountain Views News Dates Pub: JAN. 25, FEB. 01, 08, 15, 2020: [683, 716, 896, 900]
legal-notice: [15, 481, 228, 696]
legal-notice: [460, 1911, 673, 2065]
notice-heading: FICTITIOUS BUSINESS NAME STATEMENT FILE NO. 2020-011965: [683, 1982, 888, 2003]
footer-email[interactable]: Email: editor@mtnviewsnews.com: [830, 2549, 1007, 2563]
notice-body: The following person(s) is (are) doing business as: BEAUTY BLINK LASH HAIR & SERVICES 12425 PARAMOUNT BLVD #B, SOUTH GATE, CA 90280. Full name of registrant(s) is (are) SILVIA L. DORANTE 701 EAST 111TH STREET, LOS ANGELES, CA 90059. This Business is conducted by: AN INDIVIDUAL. Signed: SILVIA L. DORANTE. This statement was filed with the County Clerk of Los Angeles County on 01/16/2020. The registrant(s) has (have) commenced to transact business under the fictitious business name or names listed above on N/A. NOTICE- This Fictitious Name Statement expires five years from the date it was filed in the office of the County Clerk. A new Fictitious Business Name Statement must be filed prior to that date. The filing of this statement does not of itself authorize the use in this state of a Fictitious Business Name in violation of the rights of another under Federal, State, or common law (see section 14411 et seq. Business and Professions Code) Publish: Mountain Views News Dates Pub: JAN. 25, FEB. 01, 08, 15, 2020: [15, 1155, 228, 1339]
notice-body: The following person(s) is (are) doing business as: ALEJANDRO DRIVER COMPANY 18860 E AMBERWOOD DR, AZUSA, CA 91702. Full name of registrant(s) is (are) JORGE A SANCHEZ OROZCO 18860 E AMBERWOOD DR, AZUSA, CA 91702. This Business is conducted by: AN INDIVIDUAL. Signed: JORGE A SANCHEZ OROZCO. This statement was filed with the County Clerk of Los Angeles County on 01/07/2020. The registrant(s) has (have) commenced to transact business under the fictitious business name or names listed above on N/A. NOTICE- This Fictitious Name Statement expires five years from the date it was filed in the office of the County Clerk. A new Fictitious Business Name Statement must be filed prior to that date. The filing of this statement does not of itself authorize the use in this state of a Fictitious Business Name in violation of the rights of another under Federal, State, or common law (see section 14411 et seq. Business and Professions Code) Publish: Mountain Views News Dates Pub: JAN. 25, FEB. 01, 08, 15, 2020: [15, 726, 228, 910]
footer-publication: Mountain Views News: [159, 2549, 274, 2563]
notice-body: The following person(s) is (are) doing business as: SNACK HOUSE, 16523 WHITTIER BLVD, WHITTIER, CA 90603. Full name of registrant(s) is (are) JOSE A. PORRAS, 14011 RAYEN STREET, GARDEN GROVE, CA 92844. This Business is conducted by: AN INDIVIDUAL. Signed: JOSE A. PORRAS. This statement was filed with the County Clerk of Los Angeles County on 01/14/2020. The registrant(s) has (have) commenced to transact business under the fictitious business name or names listed above on N/A. NOTICE- This Fictitious Name Statement expires five years from the date it was filed in the office of the County Clerk. A new Fictitious Business Name Statement must be filed prior to that date. The filing of this statement does not of itself authorize the use in this state of a Fictitious Business Name in violation of the rights of another under Federal, State, or common law (see section 14411 et seq. Business and Professions Code) Publish: Mountain Views News Dates Pub: JAN. 25, FEB. 01, 08, 15, 2020: [905, 471, 1118, 644]
notice-body: The following person(s) is (are) doing business as: HOME CARE SERVICES FOR L, 503 S ADAMS ST APT 5, GLENDALE, CA 90205. Full name of registrant(s) is (are) LEILA ALEJANDRO ZAMORA, 503 S. ADAMS ST. #207, GLENDALE, CA 90205. This Business is conducted by: AN INDIVIDUAL. Signed: LEILA ALEJANDRO ZAMORA. This statement was filed with the County Clerk of Los Angeles County on 01/06/2020. The registrant(s) has (have) commenced to transact business under the fictitious business name or names listed above on N/A. NOTICE- This Fictitious Name Statement expires five years from the date it was filed in the office of the County Clerk. A new Fictitious Business Name Statement must be filed prior to that date. The filing of this statement does not of itself authorize the use in this state of a Fictitious Business Name in violation of the rights of another under Federal, State, or common law (see section 14411 et seq. Business and Professions Code) Publish: Mountain Views News Dates Pub: JAN. 25, FEB. 01, 08, 15, 2020: [460, 737, 673, 921]
legal-notice: [1128, 695, 1341, 900]
notice-body: The following person(s) is (are) doing business as: GOOD VIBES BODY ART STUDIO, 655 WEST ARROW HIGHWAY #22, SAN DIMAS, CA 91773. Full name of registrant(s) is (are) CLAUDIA CALDERON, 502 S CHERRYWOOD ST, WEST COVINA, CA 91791. This Business is conducted by: AN INDIVIDUAL. Signed: CLAUDIA CALDERON. This statement was filed with the County Clerk of Los Angeles County on 01/10/2020. The registrant(s) has (have) commenced to transact business under the fictitious business name or names listed above on 01/2020. NOTICE- This Fictitious Name Statement expires five years from the date it was filed in the office of the County Clerk. A new Fictitious Business Name Statement must be filed prior to that date. The filing of this statement does not of itself authorize the use in this state of a Fictitious Business Name in violation of the rights of another under Federal, State, or common law (see section 14411 et seq. Business and Professions Code) Publish: Mountain Views News Dates Pub: JAN. 25, FEB. 01, 08, 15, 2020: [460, 298, 673, 491]
notice-body: The following person(s) is (are) doing business as: SAN JUAN AUTOMOTIVE, 11823 VALLEY VIEW AVE, WHITTIER, CA 90604. Full name of registrant(s) is (are) NEW VISION AUTOMOTIVE, INC, 700 S GARFIELD AVE: [683, 2003, 896, 2044]
notice-heading: FICTITIOUS BUSINESS NAME STATEMENT FILE NO. 2020-012147: [905, 1440, 1110, 1461]
notice-heading: FICTITIOUS BUSINESS NAME STATEMENT FILE NO. 2020-005977: [905, 879, 1110, 900]
notice-heading: FICTITIOUS BUSINESS NAME STATEMENT FILE NO. 2020013279: [1128, 1226, 1333, 1247]
notice-heading: FICTITIOUS BUSINESS NAME STATEMENT FILE NO. 2020-013672: [238, 1155, 443, 1176]
notice-heading: FICTITIOUS BUSINESS NAME STATEMENT FILE NO. 2020-007284: [238, 736, 443, 757]
notice-body: The following person(s) is (are) doing business as: PROLIFIC PAINTING, 9020 DEARBORN AVE APT F, SOUTH GATE, CA 90280. Full name of registrant(s) is (are) JARED ELIEL SANDOVAL, 9020 DEARBORN AVE APT F, SOUTH GATE, CA 90280. This Business is conducted by: AN INDIVIDUAL. Signed: JARED ELIEL SANDOVAL. This statement was filed with the County Clerk of Los Angeles County on 01/13/2020. The registrant(s) has (have) commenced to transact business under the fictitious business name or names listed above on N/A. NOTICE- This Fictitious Name Statement expires five years from the date it was filed in the office of the County Clerk. A new Fictitious Business Name Statement must be filed prior to that date. Publish: Mountain Views News Dates Pub: JAN. 25, FEB. 01, 08, 15, 2020: [683, 1359, 896, 1503]
notice-heading: FICTITIOUS BUSINESS NAME STATEMENT FILE NO. 2020-009265: [15, 480, 221, 501]
notice-heading: FICTITIOUS BUSINESS NAME STATEMENT FILE NO. 2020-011589: [238, 2003, 443, 2024]
notice-heading: FICTITIOUS BUSINESS NAME STATEMENT FILE NO. 2020-012951: [683, 460, 888, 481]
legal-notice: [15, 920, 228, 1125]
column-1: [15, 83, 228, 2532]
notice-body: The following person(s) is (are) doing business as: PICK CARTEL, 213 ½ W 99TH ST, LOS ANGELES, CA 90003. Full name of registrant(s) is (are) SHERRIE PAULA BLANCHE, 213 ½ W 99TH ST, LOS ANGELES, CA 90003. This Business is conducted by: AN INDIVIDUAL. Signed: SHERRIE PAULA BLANCHE. This statement was filed with the County Clerk of Los Angeles County on 01/08/2020. The registrant(s) has (have) commenced to transact business under the fictitious business name or names listed above on 01/2020. NOTICE- This Fictitious Name Statement expires five years from the date it was filed in the office of the County Clerk. A new Fictitious Business Name Statement must be filed prior to that date. The filing of this statement does not of itself authorize the use in this state of a Fictitious Business Name in violation of the rights of another under Federal, State, or common law (see section 14411 et seq. Business and Professions Code) Publish: Mountain Views News Dates Pub: JAN. 25, FEB. 01, 08, 15, 2020: [683, 1144, 896, 1328]
legal-notice: [905, 654, 1118, 869]
notice-body: The following person(s) is (are) doing business as: THEWAY, 1809 W 83RD ST APT 415, LOS ANGELES, CA 90006. Full name of registrant(s) is (are) ANTHONY J. MERRITT, 1809 W 83RD ST APT 415, LOS ANGELES, CA 90006. This Business is conducted by: AN INDIVIDUAL. Signed: ANTHONY J. MERRITT. This statement was filed with the County Clerk of Los Angeles County on 01/10/2020. The registrant(s) has (have) commenced to transact business under the fictitious business name or names listed above on N/A. NOTICE- This Fictitious Name Statement expires five years from the date it was filed in the office of the County Clerk. A new Fictitious Business Name Statement must be filed prior to that date. Publish: Mountain Views News Dates Pub: JAN. 25, FEB. 01, 08, 15, 2020: [905, 1115, 1118, 1257]
notice-body: The following person(s) is (are) doing business as: HPT HOWARD PRIVATE TRANSPORTATION, 14000 S BROADWAY, LOS ANGELES, CA 90061. Full name of registrant(s) is (are) MARTIN BERNARD HOWARD II, 14000 S BROADWAY, LOS ANGELES, CA 90061. This Business is conducted by: AN INDIVIDUAL. Signed: MARTIN BERNARD HOWARD II. This statement was filed with the County Clerk of Los Angeles County on 01/10/2020. The registrant(s) has (have) commenced to transact business under the fictitious business name or names listed above on N/A. NOTICE- This Fictitious Name Statement expires five years from the date it was filed in the office of the County Clerk. A new Fictitious Business Name Statement must be filed prior to that date. The filing of this statement does not of itself authorize the use in this state of a Fictitious Business Name in violation of the rights of another under Federal, State, or common law (see section 14411 et seq. Business and Professions Code) Publish: Mountain Views News Dates Pub: JAN. 25, FEB. 01, 08, 15, 2020: [460, 951, 673, 1145]
notice-body: The following person(s) MOONLIGHT FUSION SPA, INC, 5541 E. 2ND ST, LONG BEACH, CA 90803 has abandoned the fictitious business name: MOONLIGHT AT NAPLES, 5541 E. 2ND STREET, LONG BEACH, CA 90803. The fictitious business name referred to above was filed on 02/21/2019, in the County of Los Angeles. The original file number of 2019078880. The business was conducted by: A CORPORATION. This statement was filed with the County Clerk of Los Angeles County on 01/13/2020. Signed: MARA SWICKPRES. Publish: Mountain Views News Dates Pub: JAN. 25, FEB. 01, 08, 15, 2020: [1128, 1104, 1341, 1217]
notice-heading: FICTITIOUS BUSINESS NAME STATEMENT FILE NO. 2020-011612: [15, 1134, 221, 1155]
notice-heading: FICTITIOUS BUSINESS NAME STATEMENT FILE NO. 2020014739: [1128, 1695, 1333, 1717]
notice-body: The following person(s) is (are) doing business as: EL CHUCHITO LOCO RESTAURANT, 1811 W 7TH ST, LOS ANGELES, CA 90057. Full name of registrant(s) is (are) EULALIA CHAVEZ RUIZ, 1811 W 7TH ST, LOS ANGELES, CA 90057. This Business is conducted by: AN INDIVIDUAL. Signed: EULALIA CHAVEZ RUIZ. This statement was filed with the County Clerk of Los Angeles County on 01/17/2020. The registrant(s) has (have) commenced to transact business under the fictitious business name or names listed above on N/A. NOTICE- This Fictitious Name Statement expires five years from the date it was filed in the office of the County Clerk. A new Fictitious Business Name Statement must be filed prior to that date. The filing of this statement does not of itself authorize the use in this state of a Fictitious Business Name in violation of the rights of another under Federal, State, or common law (see section 14411 et seq. Business and Professions Code) Publish: Mountain Views News Dates Pub: JAN. 25, FEB. 01, 08, 15, 2020: [238, 1176, 451, 1360]
legal-notice: [460, 1748, 673, 1902]
notice-heading: FICTITIOUS BUSINESS NAME STATEMENT FILE NO. 2020-007669: [1128, 480, 1333, 501]
legal-notice: [1128, 1564, 1341, 1687]
notice-heading: FICTITIOUS BUSINESS NAME STATEMENT FILE NO. 2020-009664: [683, 695, 888, 716]
notice-heading: FICTITIOUS BUSINESS NAME STATEMENT FILE NO. 2020-007913: [460, 276, 665, 298]
legal-notice: [1128, 1400, 1341, 1554]
notice-heading: FICTITIOUS BUSINESS NAME STATEMENT FILE NO. 2020-012959: [15, 1563, 221, 1584]
notice-heading: FICTITIOUS BUSINESS NAME STATEMENTS FILE NO. 2020-003026: [238, 1799, 448, 1820]
legal-notice: [460, 716, 673, 921]
notice-heading: FICTITIOUS BUSINESS NAME STATEMENT FILE NO. 2020-010799: [1128, 266, 1333, 287]
legal-notice: [238, 83, 451, 288]
notice-body: The following person(s) is (are) doing business as: EMILIO RAMOS, 14357 BOTTALI ST, #1, CITY OF INDUSTRY, CA 91746. Full name of registrant(s) is (are) MAIN & MANAGEMENT INC, 14357 BOTTALI ST, #1, CITY OF INDUSTRY, CA 91746. This Business is conducted by: A CORPORATION. Signed: RICHARD REGALADO. This statement was filed with the County Clerk of Los Angeles County on 01/17/2020. The registrant(s) has (have) commenced to transact business under the fictitious business name or names listed above on N/A. NOTICE- This Fictitious Name Statement expires five years from the date it was filed in the office of the County Clerk. A new Fictitious Business Name Statement must be filed prior to that date. The filing of this statement does not of itself authorize the use in this state of a Fictitious Business Name in violation of the rights of another under Federal, State, or common law (see section 14411 et seq. Business and Professions Code) Publish: Mountain Views News Dates Pub: JAN. 25, FEB. 01, 08, 15, 2020: [238, 1391, 451, 1575]
notice-body: The following person(s) is (are) doing business as: IRON WORKS, 1933 SOUTH BROADWAY, LOS ANGELES, CA 90007. Full name of registrant(s) is (are) JUAN JOSE JIMENEZ FLORES 1933 SOUTH BROADWAY, LOS ANGELES, CA 90007 AND MARIA LUISA ROSAS RODRIGUEZ. This Business is conducted by: GENERAL PARTNERSHIP. Signed: JUAN JOSE JIMENEZ FLORES, PARTNER. This statement was filed with the County Clerk of Los Angeles County on 01/21/2020. Publish: Mountain Views News Dates Pub: JAN. 25, FEB. 01, 08, 15, 2020: [1128, 1717, 1341, 1820]
legal-notice: [683, 1124, 896, 1329]
notice-heading: FICTITIOUS BUSINESS NAME STATEMENT FILE NO. 2020-008497: [905, 654, 1110, 675]
notice-heading: FICTITIOUS BUSINESS NAME STATEMENT FILE NO. 2020-007770: [905, 1093, 1110, 1115]
notice-body: The following person(s) is (are) doing business as: CRAFTY BADGER DECOR 2235 W BEVERLY BLVD, MONTEBELLO, CA 90640. Full name of registrant(s) is (are) VERONICA I. HERNANDEZ RIOS, 2235 WEST BEVERLY BLVD, MONTEBELLO, CA 90640. This Business is conducted by: AN INDIVIDUAL. Signed: VERONICA I. HERNANDEZ RIOS. This statement was filed with the County Clerk of Los Angeles County on 01/14/2020. The registrant(s) has (have) commenced to transact business under the fictitious business name or names listed above on N/A. NOTICE- This Fictitious Name Statement expires five years from the date it was filed in the office of the County Clerk. A new Fictitious Business Name Statement must be filed prior to that date. The filing of this statement does not of itself authorize the use in this state of a Fictitious Business Name in violation of the rights of another under Federal, State, or common law (see section 14411 et seq. Business and Professions Code) Publish: Mountain Views News Dates Pub: JAN. 25, FEB. 01, 08, 15, 2020: [238, 318, 451, 502]
notice-heading: FICTITIOUS BUSINESS NAME STATEMENT FILE NO. 2020-003311: [460, 716, 665, 737]
notice-body: The following person(s) is (are) doing business as: SILVA PRINTING, 453 SOUTH SPRING STREET, SUITE 614, LOS ANGELES, CA 90013. Full name of registrant(s) is (are) SILVIA LUNA 453 SOUTH SPRING STREET, SUITE 614, LOS ANGELES, CA 90013. This Business is conducted by: AN INDIVIDUAL. Signed: SILVIA LUNA, OWNER. This statement was filed with the County Clerk of Los Angeles County on 01/21/2020. The registrant(s) has (have) commenced to transact business under the fictitious business name or names listed above on N/A. NOTICE- This Fictitious Name Statement expires five years from the date it was filed in the office of the County Clerk. Publish: Mountain Views News Dates Pub: JAN. 25, FEB. 01, 08, 15, 2020: [1128, 1421, 1341, 1554]
legal-notice: [683, 695, 896, 900]
notice-body: The following person(s) is (are) doing business as: LOS NUEVOS VOLCANOS, 4521 DUNHAM ST, COMMERCE, CA 90040. Full name of registrant(s) is (are) YANCY CAROLINA SANCHEZ.: [460, 2095, 673, 2137]
footer-fax: Fax: 626.609.3285: [721, 2549, 817, 2563]
legal-notice: [905, 235, 1118, 440]
notice-body: The following person(s) is (are) doing business as: DS SIGNS, 9325 S CENTRAL AVE, LOS ANGELES, CA 90002. Full name of registrant(s) is (are) ROBERTO RODRIGUEZ, 2407 W 141ST ST, GARDENA, CA 90249. This Business is conducted by: AN INDIVIDUAL. Signed: ROBERTO RODRIGUEZ. This statement was filed with the County Clerk of Los Angeles County on 01/09/2020. The registrant(s) has (have) commenced to transact business under the fictitious business name or names listed above on N/A. NOTICE- This Fictitious Name Statement expires five years from the date it was filed in the office of the County Clerk. A new Fictitious Business Name Statement must be filed prior to that date. The filing of this statement does not of itself authorize the use in this state of a Fictitious Business Name in violation of the rights of another under Federal, State, or common law (see section 14411 et seq. Business and Professions Code) Publish: Mountain Views News Dates Pub: JAN. 25, FEB. 01, 08, 15, 2020: [238, 757, 451, 932]
notice-heading: FICTITIOUS BUSINESS NAME STATEMENT FILE NO. 2020-011913: [683, 909, 888, 931]
notice-body: The following person(s) is (are) doing business as: BAROMODLING DESIGN 423 MAPLE ST APT 4, GLENDALE, CA 91204. Full name of registrant(s) is (are) SERGEY MIKAYELYAN 423 MAPLE ST APT 4, GLENDALE, CA 91204. This Business is conducted by: INDIVIDUAL. Signed: SERGEY MIKAYELYAN, OWNER. This statement was filed with the County Clerk of Los Angeles County on 01/27/2020. The registrant(s) has (have) commenced to transact business under the fictitious business name or names listed above on 07/2011. NOTICE- This Fictitious Name Statement expires five years from the date it was filed in the office of the County Clerk. A new Fictitious Business Name Statement must be filed prior to that date. The filing of this statement does not of itself authorize the use in this state of a Fictitious Business Name in violation of the rights of another under Federal, State, or common law (see section 14411 et seq. Business and Professions Code) Publish: El Mountain Views News Feb 1, 8, 15, 22, 2020: [15, 287, 228, 471]
notice-body: The following person (s) ERIC AMADOR IBARRA, 8128 SAN CARLOS AVE, SOUTH GATE, CA 90280 has abandoned the fictitious business name: EVERLASTING MEMORIES, 8128 SAN CARLOS AVE, SOUTH GATE, CA 90280. The fictitious business name was filed on 07/12/2018, in the County of Los Angeles. The original file number of 2018171235. The business was conducted by: AN INDIVIDUAL. Signed: ERIC AMADOR IBARRA. This statement was filed with the County Clerk of Los Angeles County on 01/14/2020. I declare that all information in this statement is true and correct. (A registrant who declares as true information which he or she knows to be false, is guilty of a crime.) ERIC AMADOR IBARRA-OWNER. Publish: Mountain Views News Dates Pub: JAN. 25, FEB. 01, 08, 15, 2020: [1128, 931, 1341, 1073]
legal-notice: [683, 1676, 896, 1830]
notice-heading: FICTITIOUS BUSINESS NAME STATEMENT FILE NO. 2020-011640: [460, 1910, 665, 1932]
notice-heading: FICTITIOUS BUSINESS NAME STATEMENT FILE NO. 2020-010831: [905, 1910, 1110, 1932]
legal-notice: [905, 1911, 1118, 1953]
notice-heading: FICTITIOUS BUSINESS NAME STATEMENT FILE NO. 2020-016929: [683, 245, 888, 266]
legal-notice: [460, 276, 673, 491]
publication-name: Mountain View News: [1017, 63, 1151, 78]
notice-body: CA 90018. Mailing address: PO BOX 10123, LOS ANGELES, CA 90010. Full name of registrant(s) is (are) VALFRE VASQUEZ CRUZ, 2962 4TH AVE, LOS ANGELES, CA 90018. This Business is conducted by: AN INDIVIDUAL. Signed: VALFRE VASQUEZ CRUZ. This statement was filed with the County Clerk of Los Angeles County on 01/14/2020. The registrant(s) has (have) commenced to transact business under the fictitious business name or names listed above on N/A. NOTICE- This Fictitious Name Statement expires five years from the date it was filed in the office of the County Clerk. A new Fictitious Business Name Statement must be filed prior to that date. The filing of this statement does not of itself authorize the use in this state of a Fictitious Business Name in violation of the rights of another under Federal, State, or common law (see section 14411 et seq. Business and Professions Code) Publish: Mountain Views News Dates Pub: JAN. 25, FEB. 01, 08, 15, 2020: [1128, 83, 1341, 256]
legal-notice: [460, 931, 673, 1145]
notice-heading: FICTITIOUS BUSINESS NAME STATEMENT FILE NO. 2020-007743: [460, 930, 665, 951]
notice-body: The following person(s) is (are) doing business as: Y BEAUTY, 22211 E STOCKWELL ST, COMPTON, CA 90222. Full name of registrant(s) is (are) TANIA Y CARDENAS GONZALEZ, 2221 E STOCKWELL ST, COMPTON, CA 90222. This Business is conducted by: AN INDIVIDUAL. Signed: TANIA Y CARDENAS GONZALEZ. This statement was filed with the County Clerk of Los Angeles County on 01/14/2020. The registrant(s) has (have) commenced to transact business under the fictitious business name or names listed above on N/A. NOTICE- This Fictitious Name Statement expires five years from the date it was filed in the office of the County Clerk. A new Fictitious Business Name Statement must be filed prior to that date. The filing of this statement does not of itself authorize the use in this state of a Fictitious Business Name in violation of the rights of another under Federal, State, or common law (see section 14411 et seq. Business and Professions Code) Publish: Mountain Views News Dates Pub: JAN. 25, FEB. 01, 08, 15, 2020: [1128, 716, 1341, 900]
notice-heading: FICTITIOUS BUSINESS NAME STATEMENT FILE NO. 2020-009610: [683, 1511, 888, 1533]
column-6: [1128, 83, 1341, 2532]
notice-body: The following person(s) is (are) doing business as: S.J.G. INC, 14611 PROCTOR AVE SUITE A, CITY OF INDUSTRY, CA 91746. Full name of registrant(s) is (are) S.J.G. LLC, 16119 BARRATA RD, LA HABRA HEIGHTS, CA 90631. This Business is conducted by: A LIMITED LIABILITY COMPANY. Signed: JUAN IGNACIO GONZALEZ. This statement was filed with the County Clerk of Los Angeles County on 01/10/2020. The registrant(s) has (have) commenced to transact business under the fictitious business name or names listed above on N/A. Publish: Mountain Views News Dates Pub: JAN. 25, FEB. 01, 08, 15, 2020: [683, 1860, 896, 1973]
legal-notice: [1128, 1829, 1341, 1891]
notice-heading: FICTITIOUS BUSINESS NAME STATEMENT FILE NO. 2020016896: [15, 266, 221, 287]
notice-body: BELKA & Y TRANSPORT 14700 KESWICK ST, VAN NUYS, CA 91405. Full name of registrant(s) is (are) VALERIY PETROSYAN 14700 KESWICK ST, VAN NUYS, CA 91405. This Business is conducted by: AN INDIVIDUAL. Signed: VALERIY PETROSYAN, OWNER. This statement was filed with the County Clerk of Los Angeles County on 01/30/2020. The registrant(s) has (have) commenced to transact business under the fictitious business name or names listed above on 01/2020. NOTICE- This Fictitious Name Statement expires five years from the date it was filed in the office of the County Clerk. A new Fictitious Business Name Statement must be filed prior to that date. The filing of this statement does not of itself authorize the use in this state of a Fictitious Business Name in violation of the rights of another under Federal, State, or common law (see section 14411 et seq. Business and Professions Code) Publish: El Mountain Views News Feb 1, 8, 15, 22, 2020: [15, 83, 228, 256]
notice-body: The following person(s) is (are) doing business as: 21ST CENTURY FURNITURE, 7871 ALABAMA AVE SUITE 6 CANOGA PARK, CA 91304, 21ST CENTURY FURNITURE, 19609 CALVERT ST: [1128, 1850, 1341, 1891]
notice-heading: FILE 2020-009035 STATEMENT OF ABANDONMENT OF USE OF FICTITIOUS BUSINESS NAME: [1128, 1083, 1328, 1104]
notice-heading: FILE NO. 2020-010673: [460, 83, 546, 92]
notice-body: The following person(s) is (are) doing business as: DRIVE NOW AUTO REGISTRATION, 9709 GARVEY AVE, EL MONTE, CA 91733. Full name of registrant(s) is (are) TARGET NOW INSURANCE SERVICES INC, 4521 EASTERN AVE SUITE C, BELL GARDENS, CA 90201. This Business is conducted by: A CORPORATION. Signed: CLAUDIA ALMEIDO. This statement was filed with the County Clerk of Los Angeles County on 01/14/2020. The registrant(s) has (have) commenced to transact business under the fictitious business name or names listed above on N/A. NOTICE- This Fictitious Name Statement expires five years from the date it was filed in the office of the County Clerk. A new Fictitious Business Name Statement must be filed prior to that date. The filing of this statement does not of itself authorize the use in this state of a Fictitious Business Name in violation of the rights of another under Federal, State, or common law (see section 14411 et seq. Business and Professions Code) Publish: Mountain Views News Dates Pub: JAN. 25, FEB. 01, 08, 15, 2020: [238, 533, 451, 727]
notice-heading: FICTITIOUS BUSINESS NAME STATEMENT FILE NO. 2020-010561: [1128, 695, 1333, 716]
